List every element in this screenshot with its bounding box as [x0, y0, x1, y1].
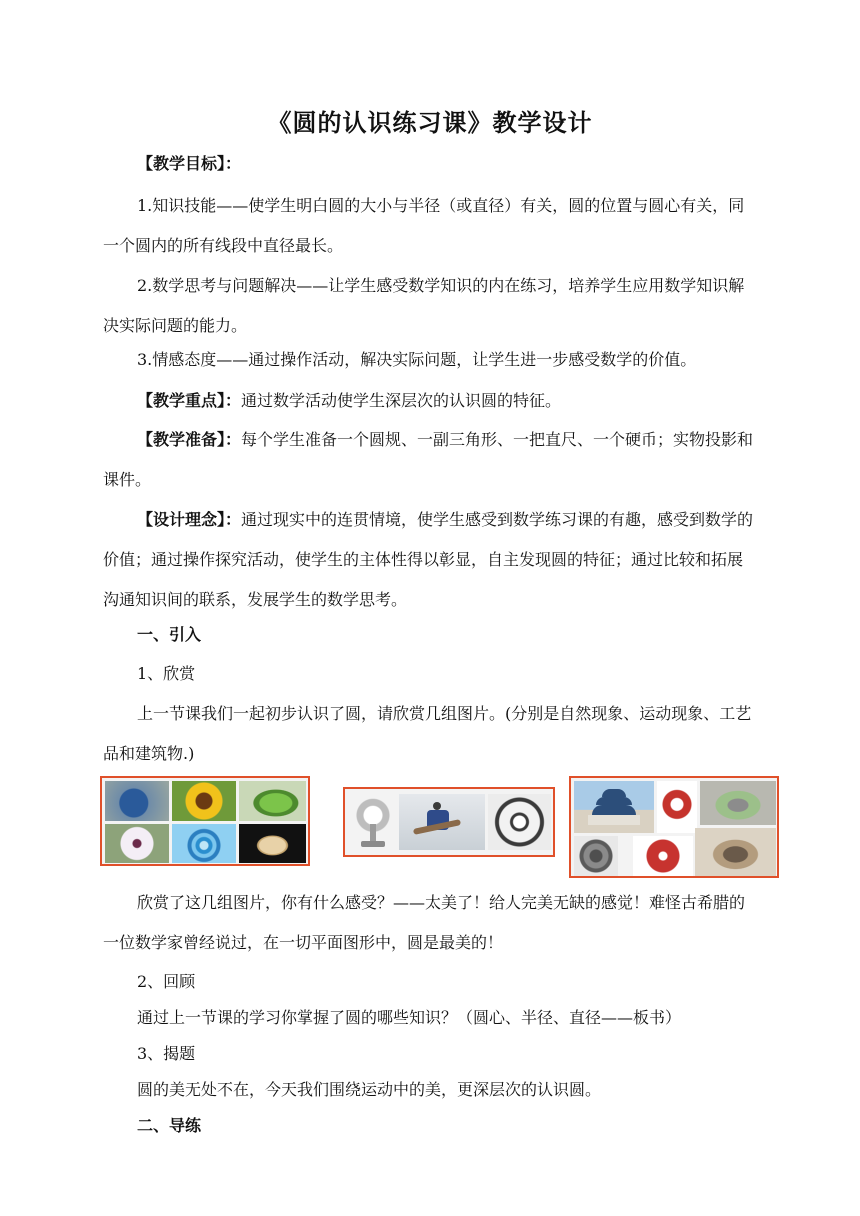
flower-image	[105, 824, 169, 863]
key-point-paragraph	[103, 381, 758, 421]
crater-lake-image	[105, 781, 169, 821]
section1-sub1: 1、欣赏	[137, 664, 196, 683]
section2-heading: 二、导练	[137, 1116, 202, 1135]
key-point-text: 通过数学活动使学生深层次的认识圆的特征。	[241, 391, 562, 410]
objectives-heading: 【教学目标】：	[137, 154, 242, 173]
nature-image-group	[100, 776, 310, 866]
section1-sub2: 2、回顾	[137, 972, 196, 991]
water-ripple-image	[172, 824, 236, 863]
section1-sub1-text: 上一节课我们一起初步认识了圆，请欣赏几组图片。(分别是自然现象、运动现象、工艺品和建筑物.)	[103, 704, 752, 763]
paper-cut-red-image	[657, 781, 697, 833]
coin-image	[574, 836, 618, 876]
concept-paragraph	[103, 500, 758, 620]
plaza-aerial-image	[700, 781, 776, 825]
round-building-image	[695, 828, 776, 876]
sunflower-image	[172, 781, 236, 821]
preparation-text: 每个学生准备一个圆规、一副三角形、一把直尺、一个硬币；实物投影和课件。	[103, 430, 754, 489]
key-point-label: 【教学重点】：	[137, 391, 242, 410]
section1-heading: 一、引入	[137, 625, 202, 644]
section1-sub2-text: 通过上一节课的学习你掌握了圆的哪些知识？（圆心、半径、直径——板书）	[137, 1008, 682, 1027]
objectives-heading-line	[103, 144, 758, 184]
paper-cut-pattern-image	[633, 836, 693, 876]
section2-heading-line	[103, 1106, 758, 1146]
objective-item-3: 3.情感态度——通过操作活动，解决实际问题，让学生进一步感受数学的价值。	[137, 350, 697, 369]
lily-pad-image	[239, 781, 306, 821]
page-title: 《圆的认识练习课》教学设计	[267, 108, 593, 137]
electric-fan-image	[349, 794, 397, 850]
preparation-label: 【教学准备】：	[137, 430, 242, 449]
section1-heading-line	[103, 615, 758, 655]
section1-reflection: 欣赏了这几组图片，你有什么感受？——太美了！给人完美无缺的感觉！难怪古希腊的一位数学家曾经说过，在一切平面图形中，圆是最美的！	[103, 893, 746, 952]
preparation-paragraph	[103, 420, 758, 500]
section1-sub3-text: 圆的美无处不在，今天我们围绕运动中的美，更深层次的认识圆。	[137, 1080, 602, 1099]
concept-label: 【设计理念】：	[137, 510, 242, 529]
wheel-image	[488, 794, 551, 850]
objective-item-2: 2.数学思考与问题解决——让学生感受数学知识的内在练习，培养学生应用数学知识解决实际问题的能力。	[103, 276, 745, 335]
figure-skaters-image	[399, 794, 485, 850]
motion-image-group	[343, 787, 555, 857]
objective-item-1: 1.知识技能——使学生明白圆的大小与半径（或直径）有关，圆的位置与圆心有关，同一个圆内的所有线段中直径最长。	[103, 196, 745, 255]
section1-sub3: 3、揭题	[137, 1044, 196, 1063]
architecture-image-group	[569, 776, 779, 878]
temple-of-heaven-image	[574, 781, 654, 833]
saturn-image	[239, 824, 306, 863]
concept-text: 通过现实中的连贯情境，使学生感受到数学练习课的有趣，感受到数学的价值；通过操作探究活动，使学生的主体性得以彰显，自主发现圆的特征；通过比较和拓展沟通知识间的联系，发展学生的数学思考。	[103, 510, 754, 609]
